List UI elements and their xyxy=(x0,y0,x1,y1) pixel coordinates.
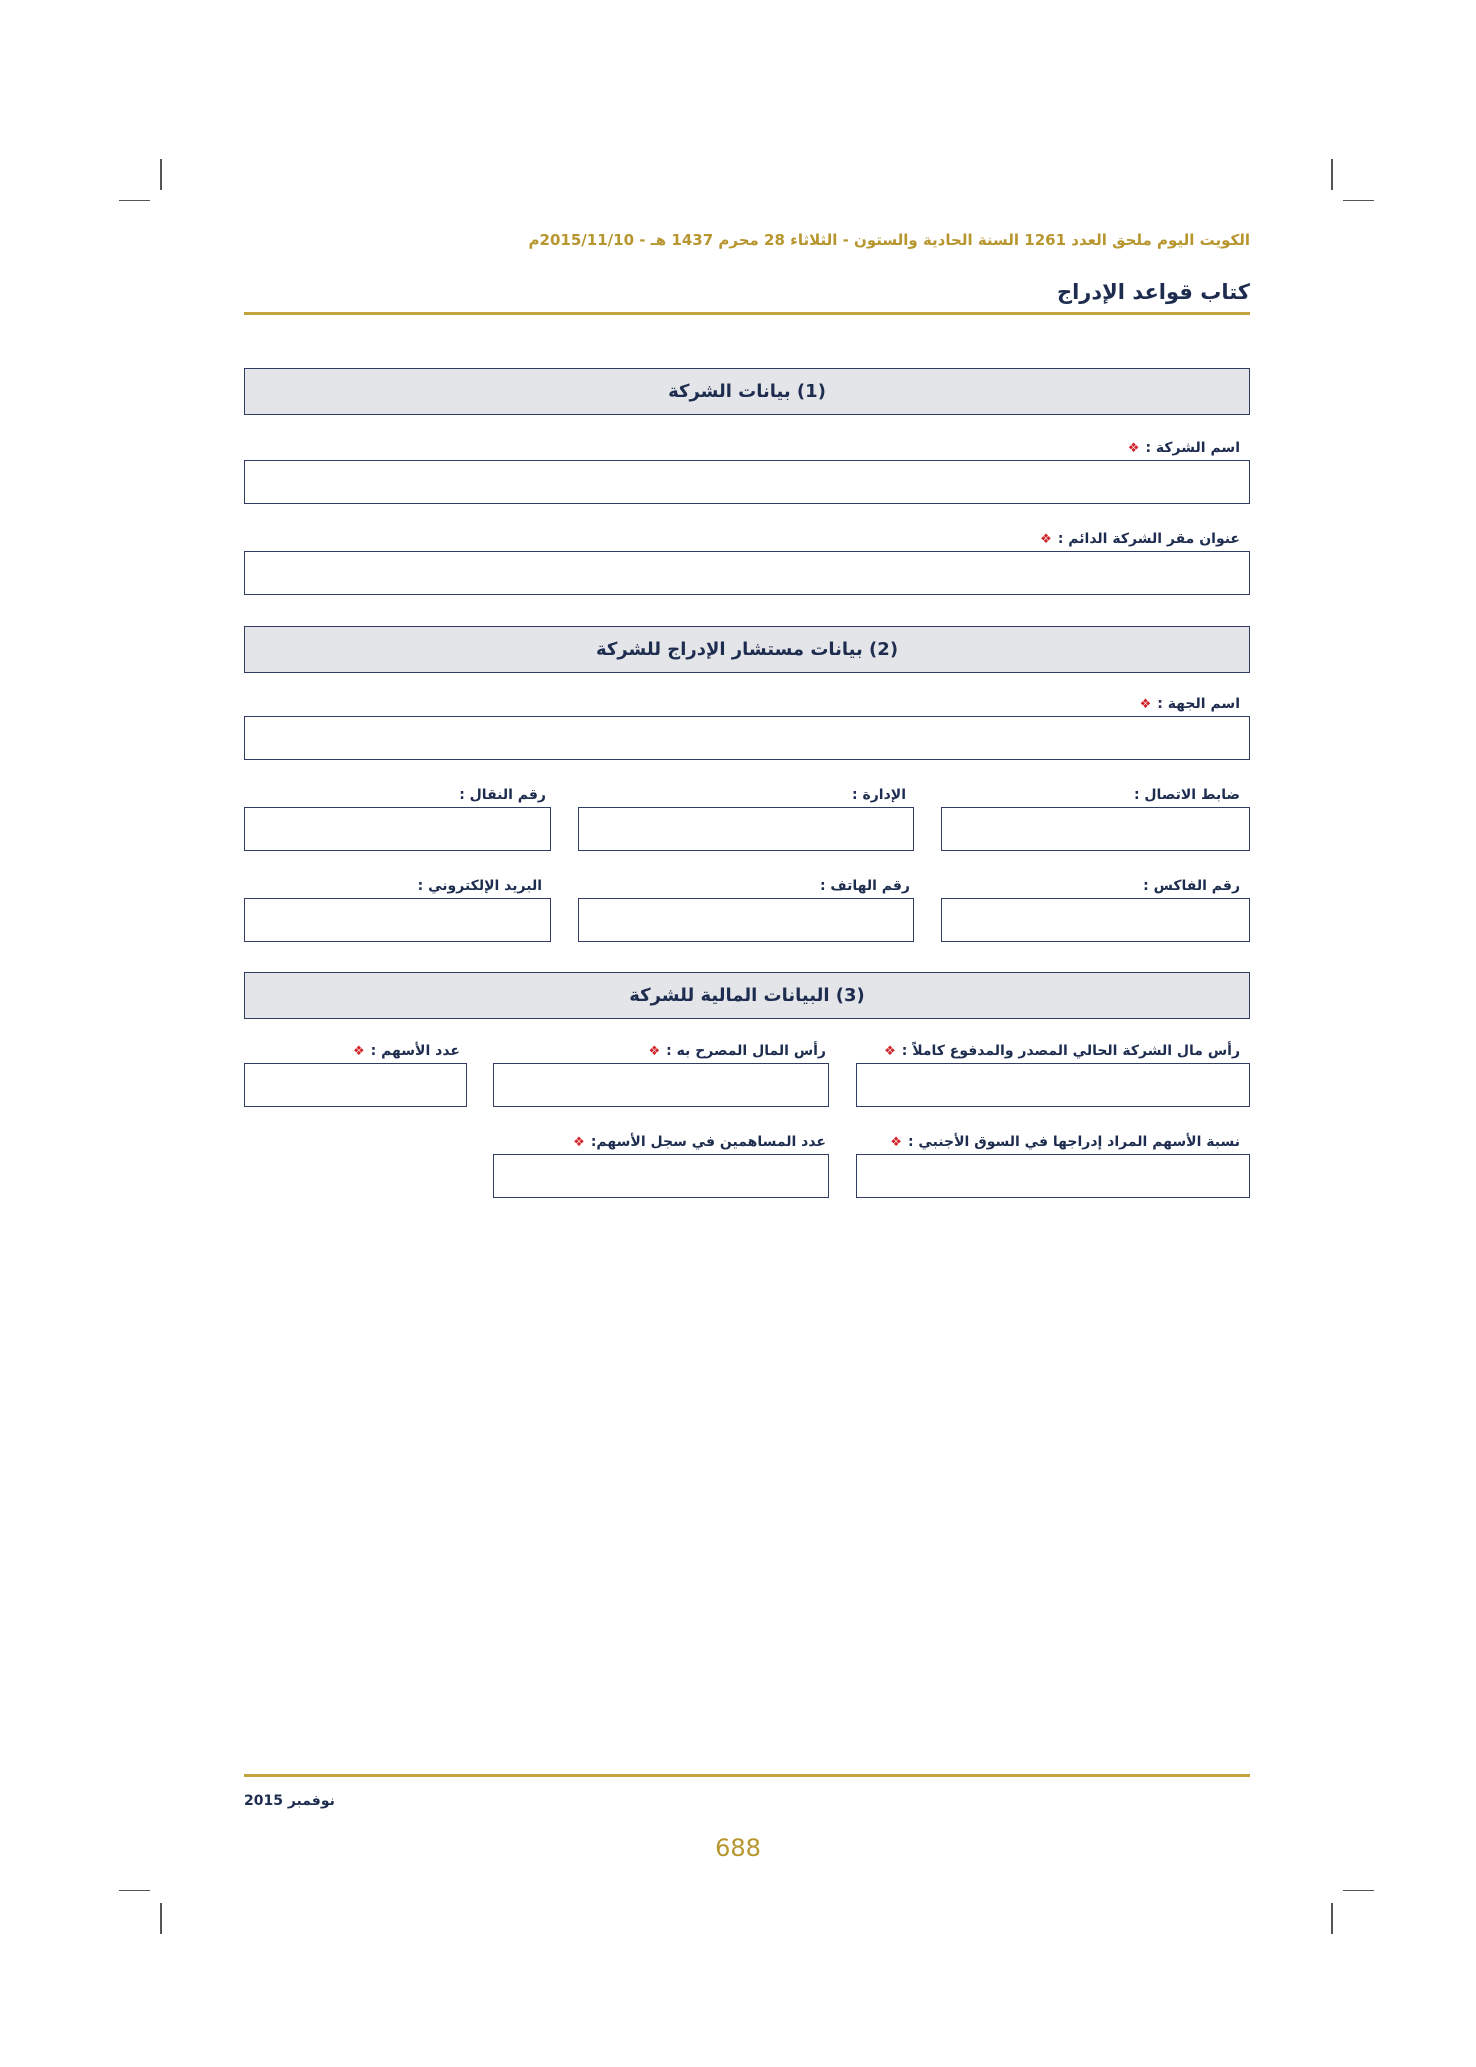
permanent-address-field[interactable] xyxy=(244,551,1250,595)
crop-mark xyxy=(160,159,162,190)
shares-count-field[interactable] xyxy=(244,1063,467,1107)
required-marker-icon: ❖ xyxy=(573,1135,585,1150)
email-label: البريد الإلكتروني : xyxy=(417,878,542,894)
crop-mark xyxy=(119,1890,150,1891)
section-title: (1) بيانات الشركة xyxy=(668,381,826,402)
section-title: (3) البيانات المالية للشركة xyxy=(629,985,865,1006)
crop-mark xyxy=(1343,200,1374,201)
crop-mark xyxy=(1331,1903,1333,1934)
footer-rule xyxy=(244,1774,1250,1777)
contact-officer-label: ضابط الاتصال : xyxy=(1133,787,1240,803)
required-marker-icon: ❖ xyxy=(648,1044,661,1059)
crop-mark xyxy=(119,200,150,201)
company-name-field[interactable] xyxy=(244,460,1250,504)
shares-count-label: عدد الأسهم :❖ xyxy=(352,1043,460,1059)
foreign-listing-ratio-label: نسبة الأسهم المراد إدراجها في السوق الأجنبي :❖ xyxy=(890,1134,1240,1150)
header-rule xyxy=(244,312,1250,315)
phone-field[interactable] xyxy=(578,898,914,942)
entity-name-label: اسم الجهة :❖ xyxy=(1139,696,1240,712)
required-marker-icon: ❖ xyxy=(884,1044,896,1059)
issue-line: الكويت اليوم ملحق العدد 1261 السنة الحادية والستون - الثلاثاء 28 محرم 1437 هـ - 2015/11/10م xyxy=(528,231,1250,249)
crop-mark xyxy=(1331,159,1333,190)
mobile-label: رقم النقال : xyxy=(459,787,546,803)
contact-officer-field[interactable] xyxy=(941,807,1250,851)
required-marker-icon: ❖ xyxy=(1040,532,1052,547)
section-title: (2) بيانات مستشار الإدراج للشركة xyxy=(595,639,899,660)
section-company-header xyxy=(244,368,1250,415)
mobile-field[interactable] xyxy=(244,807,551,851)
document-title: كتاب قواعد الإدراج xyxy=(1056,280,1250,304)
crop-mark xyxy=(1343,1890,1374,1891)
authorized-capital-field[interactable] xyxy=(493,1063,829,1107)
shareholders-count-field[interactable] xyxy=(493,1154,829,1198)
foreign-listing-ratio-field[interactable] xyxy=(856,1154,1250,1198)
footer-month: نوفمبر 2015 xyxy=(244,1793,335,1809)
paid-capital-label: رأس مال الشركة الحالي المصدر والمدفوع كاملاً :❖ xyxy=(884,1043,1240,1059)
required-marker-icon: ❖ xyxy=(352,1044,365,1059)
company-name-label: اسم الشركة :❖ xyxy=(1127,440,1240,456)
section-financial-header xyxy=(244,972,1250,1019)
required-marker-icon: ❖ xyxy=(890,1135,902,1150)
section-advisor-header xyxy=(244,626,1250,673)
department-label: الإدارة : xyxy=(851,787,906,803)
department-field[interactable] xyxy=(578,807,914,851)
phone-label: رقم الهاتف : xyxy=(819,878,910,894)
entity-name-field[interactable] xyxy=(244,716,1250,760)
authorized-capital-label: رأس المال المصرح به :❖ xyxy=(648,1043,826,1059)
shareholders-count-label: عدد المساهمين في سجل الأسهم:❖ xyxy=(573,1134,826,1150)
paid-capital-field[interactable] xyxy=(856,1063,1250,1107)
permanent-address-label: عنوان مقر الشركة الدائم :❖ xyxy=(1040,531,1240,547)
required-marker-icon: ❖ xyxy=(1127,441,1140,456)
fax-label: رقم الفاكس : xyxy=(1143,878,1240,894)
email-field[interactable] xyxy=(244,898,551,942)
page-number: 688 xyxy=(715,1834,761,1862)
required-marker-icon: ❖ xyxy=(1139,697,1152,712)
fax-field[interactable] xyxy=(941,898,1250,942)
crop-mark xyxy=(160,1903,162,1934)
